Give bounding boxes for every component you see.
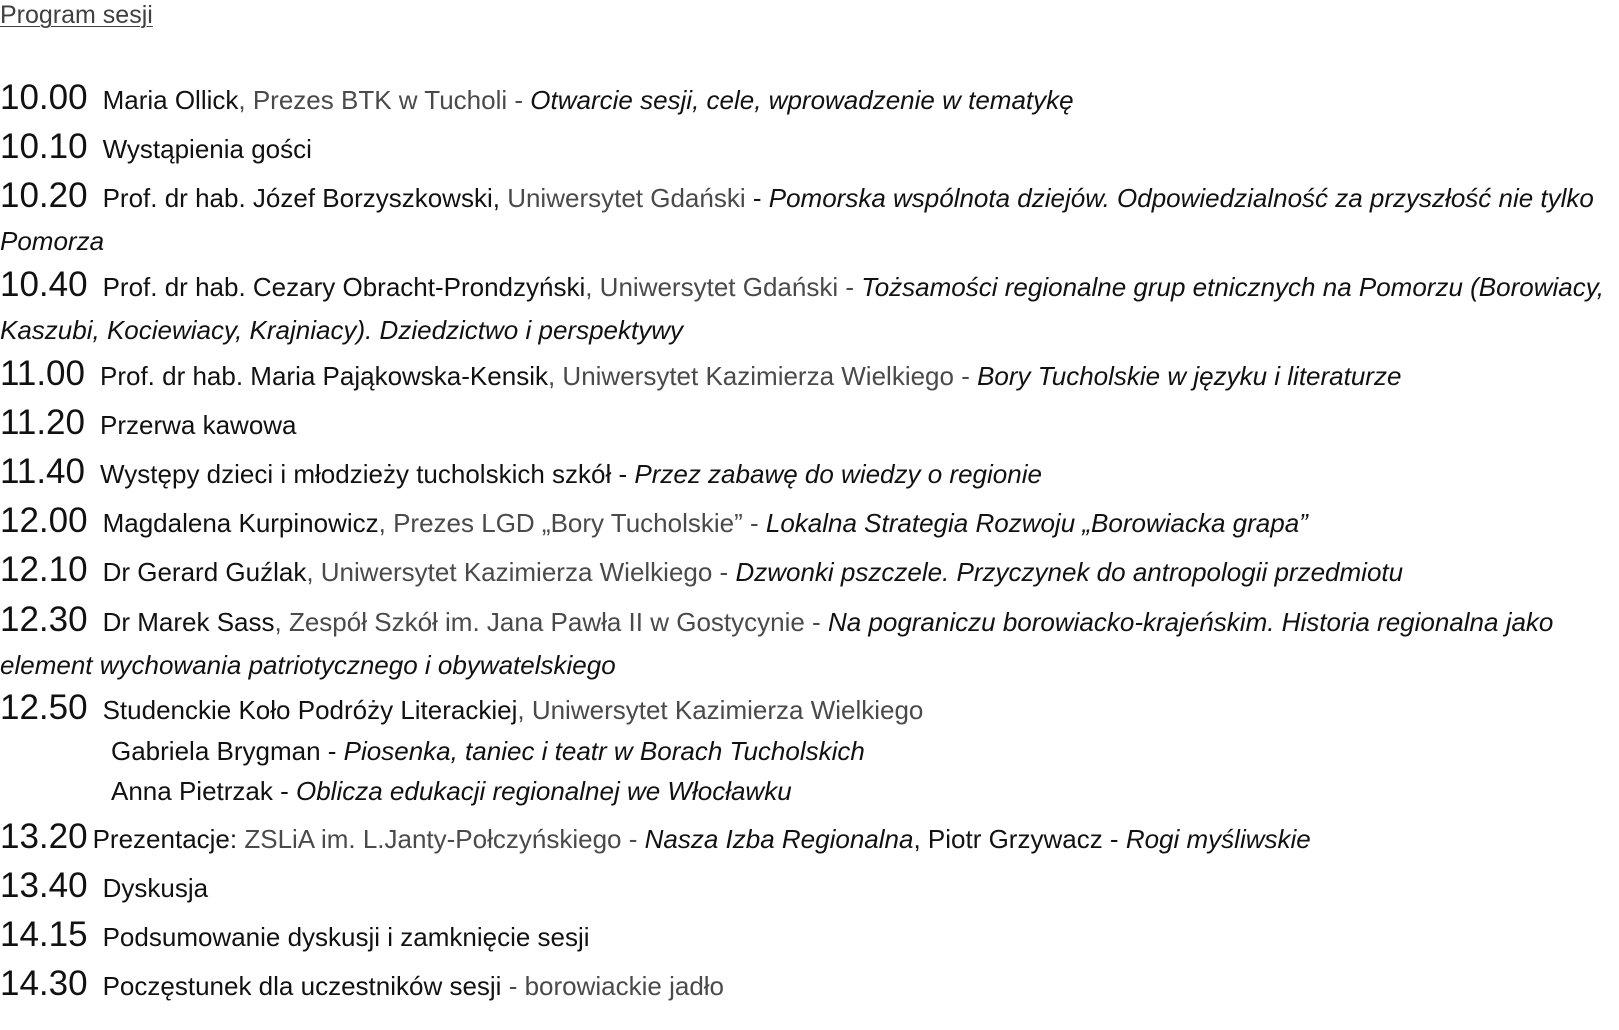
entry-speaker: Podsumowanie dyskusji i zamknięcie sesji [102, 922, 590, 952]
entry-topic: Bory Tucholskie w języku i literaturze [977, 361, 1402, 391]
entry-affiliation: , Uniwersytet Kazimierza Wielkiego - [547, 361, 978, 391]
entry-speaker: Dr Gerard Guźlak [102, 557, 307, 587]
entry-time: 11.40 [0, 452, 85, 491]
entry-time: 11.00 [0, 354, 85, 393]
entry-topic: Tożsamości regionalne grup etnicznych na Pomorzu (Borowiacy, Kaszubi, Kociewiacy, Krajniacy). Dziedzictwo i perspektywy [0, 272, 1605, 345]
entry-speaker: Wystąpienia gości [102, 134, 312, 164]
sub-entry-speaker: Anna Pietrzak [111, 776, 273, 806]
program-entry [0, 686, 1610, 732]
program-entry [0, 450, 1610, 496]
entry-time: 12.10 [0, 550, 88, 589]
entry-topic: Otwarcie sesji, cele, wprowadzenie w tematykę [530, 85, 1074, 115]
program-entry [0, 548, 1610, 594]
entry-speaker: Studenckie Koło Podróży Literackiej [102, 695, 518, 725]
program-entry [0, 499, 1610, 545]
entry-time: 12.30 [0, 600, 88, 639]
entry-speaker: Prezentacje: [92, 824, 238, 854]
sub-entry-separator: - [272, 776, 296, 806]
entry-time: 10.10 [0, 127, 88, 166]
program-sub-entry [111, 771, 792, 811]
entry-affiliation: , Uniwersytet Gdański - [585, 272, 862, 302]
entry-affiliation: Uniwersytet Gdański [499, 183, 753, 213]
entry-topic: Nasza Izba Regionalna [644, 824, 914, 854]
entry-time: 10.20 [0, 176, 88, 215]
entry-affiliation: , Zespół Szkół im. Jana Pawła II w Gostycynie - [274, 607, 828, 637]
program-entry [0, 263, 1610, 352]
entry-topic: Na pograniczu borowiacko-krajeńskim. Historia regionalna jako element wychowania patriotycznego i obywatelskiego [0, 607, 1554, 680]
sub-entry-topic: Piosenka, taniec i teatr w Borach Tucholskich [343, 736, 865, 766]
entry-topic-second: Rogi myśliwskie [1125, 824, 1311, 854]
entry-time: 13.40 [0, 866, 88, 905]
program-entry [0, 174, 1610, 263]
entry-speaker-second: , Piotr Grzywacz - [913, 824, 1126, 854]
entry-time: 11.20 [0, 403, 85, 442]
program-entry [0, 76, 1610, 122]
program-entry [0, 864, 1610, 910]
sub-entry-topic: Oblicza edukacji regionalnej we Włocławku [295, 776, 792, 806]
page-title: Program sesji [0, 1, 153, 29]
program-entry [0, 815, 1610, 861]
program-sub-entry [111, 731, 865, 771]
program-entry [0, 401, 1610, 447]
sub-entry-speaker: Gabriela Brygman [111, 736, 321, 766]
entry-affiliation: - borowiackie jadło [501, 971, 725, 1001]
entry-affiliation: , Prezes LGD „Bory Tucholskie” - [378, 508, 766, 538]
entry-separator: - [752, 183, 769, 213]
entry-time: 10.00 [0, 78, 88, 117]
entry-topic: Pomorska wspólnota dziejów. Odpowiedzialność za przyszłość nie tylko Pomorza [0, 183, 1594, 256]
entry-topic: Dzwonki pszczele. Przyczynek do antropologii przedmiotu [735, 557, 1404, 587]
entry-time: 12.50 [0, 688, 88, 727]
entry-speaker: Prof. dr hab. Józef Borzyszkowski, [102, 183, 500, 213]
entry-time: 14.15 [0, 915, 88, 954]
entry-speaker: Poczęstunek dla uczestników sesji [102, 971, 502, 1001]
entry-affiliation: , Uniwersytet Kazimierza Wielkiego [517, 695, 924, 725]
entry-topic: Lokalna Strategia Rozwoju „Borowiacka grapa” [765, 508, 1308, 538]
program-entry [0, 352, 1610, 398]
entry-affiliation: ZSLiA im. L.Janty-Połczyńskiego - [237, 824, 645, 854]
entry-speaker: Występy dzieci i młodzieży tucholskich szkół - [100, 459, 635, 489]
program-entry [0, 913, 1610, 959]
entry-time: 13.20 [0, 817, 88, 856]
entry-speaker: Magdalena Kurpinowicz [102, 508, 379, 538]
entry-time: 12.00 [0, 501, 88, 540]
program-entry [0, 598, 1610, 687]
program-entry [0, 125, 1610, 171]
entry-speaker: Prof. dr hab. Maria Pająkowska-Kensik [100, 361, 548, 391]
program-entry [0, 962, 1610, 1008]
entry-time: 10.40 [0, 265, 88, 304]
entry-speaker: Przerwa kawowa [100, 410, 297, 440]
entry-topic: Przez zabawę do wiedzy o regionie [634, 459, 1042, 489]
entry-speaker: Maria Ollick [102, 85, 239, 115]
entry-affiliation: , Uniwersytet Kazimierza Wielkiego - [306, 557, 736, 587]
entry-speaker: Dr Marek Sass [102, 607, 275, 637]
entry-speaker: Prof. dr hab. Cezary Obracht-Prondzyński [102, 272, 586, 302]
entry-affiliation: , Prezes BTK w Tucholi - [238, 85, 531, 115]
sub-entry-separator: - [320, 736, 344, 766]
entry-time: 14.30 [0, 964, 88, 1003]
entry-speaker: Dyskusja [102, 873, 209, 903]
